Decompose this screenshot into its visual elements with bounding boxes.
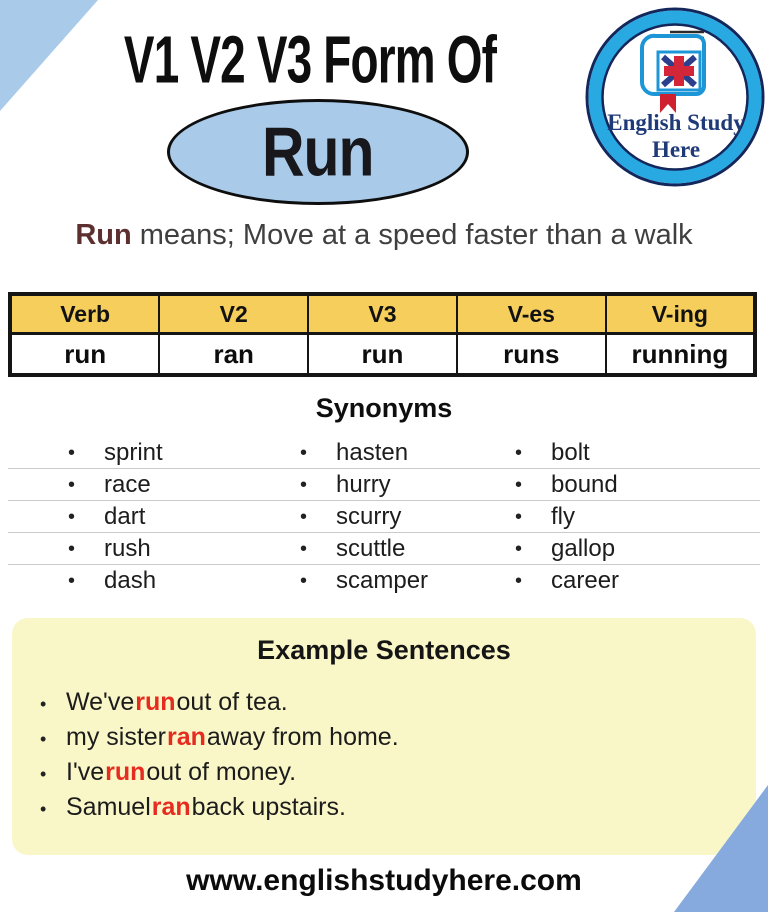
bullet-icon: • [515,537,523,560]
synonyms-heading: Synonyms [315,393,453,423]
example-sentence [40,723,756,758]
table-header-row [11,295,755,334]
bullet-icon: • [515,441,523,464]
bullet-icon: • [68,473,76,496]
sentence-text: out of tea. [176,688,288,716]
english-study-here-logo [584,4,768,194]
logo-text-line1: English Study [607,110,745,135]
list-item [68,439,300,467]
synonym-label: bolt [551,438,590,466]
synonym-label: gallop [551,534,616,562]
cell-v3: run [308,334,457,375]
bullet-icon: • [300,537,308,560]
synonym-label: dart [104,502,146,530]
sentence-text: Samuel [66,793,151,821]
uk-flag-icon [658,52,700,90]
bullet-icon: • [40,729,47,749]
sentence-text: back upstairs. [191,793,346,821]
list-item [515,535,760,563]
list-item [68,471,300,499]
synonyms-row [8,533,760,565]
list-item [515,439,760,467]
synonyms-list [8,437,760,597]
bullet-icon: • [40,764,47,784]
list-item [300,535,515,563]
synonyms-row [8,565,760,597]
bullet-icon: • [68,441,76,464]
bullet-icon: • [40,694,47,714]
synonym-label: rush [104,534,151,562]
synonyms-row [8,501,760,533]
list-item [300,503,515,531]
list-item [515,567,760,595]
synonym-label: fly [551,502,575,530]
definition-line [0,219,768,252]
synonym-label: sprint [104,438,163,466]
col-header-ving: V-ing [606,295,755,334]
bullet-icon: • [300,441,308,464]
sentence-keyword: ran [151,793,191,821]
list-item [68,535,300,563]
definition-text: means; Move at a speed faster than a walk [131,219,693,251]
synonym-label: bound [551,470,618,498]
synonym-label: scuttle [336,534,406,562]
sentence-text: out of money. [146,758,297,786]
list-item [515,471,760,499]
verb-forms-table [9,293,756,376]
col-header-ves: V-es [457,295,606,334]
example-sentences-list [12,688,756,828]
bullet-icon: • [40,799,47,819]
word-label: Run [262,113,374,191]
sentence-keyword: run [135,688,176,716]
definition-keyword: Run [75,219,132,251]
bullet-icon: • [300,570,308,592]
list-item [515,503,760,531]
sentence-text: my sister [66,723,166,751]
example-sentence [40,793,756,828]
synonym-label: hurry [336,470,391,498]
synonyms-row [8,437,760,469]
synonym-label: scamper [336,567,429,594]
synonym-label: scurry [336,502,402,530]
logo-text-line2: Here [651,137,701,162]
synonym-label: race [104,470,151,498]
website-url: www.englishstudyhere.com [186,864,582,897]
word-ellipse [167,99,469,205]
example-sentences-box [12,618,756,855]
example-sentence [40,688,756,723]
list-item [300,439,515,467]
page-title: V1 V2 V3 Form Of [123,21,497,97]
cell-ves: runs [457,334,606,375]
example-sentence [40,758,756,793]
bullet-icon: • [515,570,523,592]
sentence-keyword: run [105,758,146,786]
bullet-icon: • [515,505,523,528]
example-sentences-heading: Example Sentences [257,635,511,665]
synonym-label: hasten [336,438,409,466]
cell-v2: ran [159,334,308,375]
list-item [300,567,515,595]
list-item [300,471,515,499]
cell-ving: running [606,334,755,375]
bullet-icon: • [515,473,523,496]
list-item [68,503,300,531]
sentence-text: away from home. [206,723,399,751]
bullet-icon: • [300,473,308,496]
synonym-label: dash [104,567,157,594]
bullet-icon: • [68,505,76,528]
synonym-label: career [551,567,620,594]
sentence-keyword: ran [167,723,206,751]
list-item [68,567,300,595]
bullet-icon: • [68,570,76,592]
top-left-triangle-decoration [0,0,98,111]
col-header-v3: V3 [308,295,457,334]
table-value-row [11,334,755,375]
bullet-icon: • [68,537,76,560]
col-header-verb: Verb [11,295,160,334]
bullet-icon: • [300,505,308,528]
sentence-text: We've [66,688,135,716]
synonyms-row [8,469,760,501]
cell-verb: run [11,334,160,375]
col-header-v2: V2 [159,295,308,334]
sentence-text: I've [66,758,105,786]
